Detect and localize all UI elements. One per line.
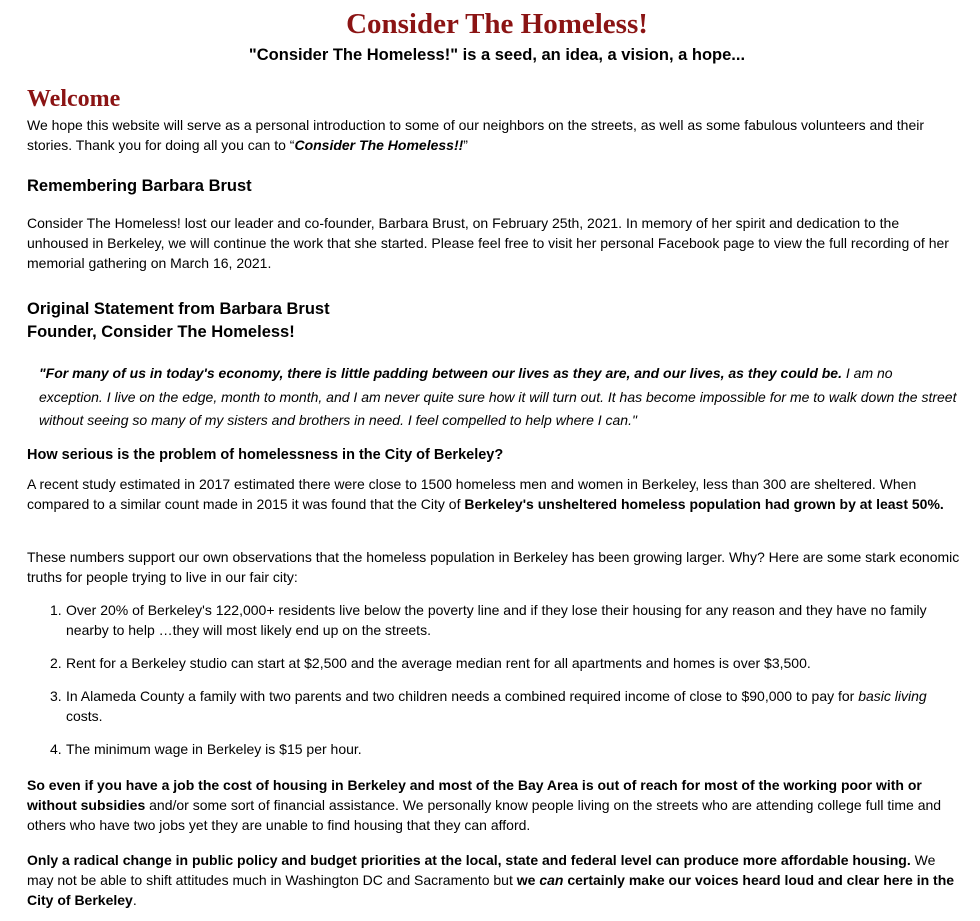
study-paragraph: [27, 474, 962, 514]
policy-bold-italic: can: [539, 872, 564, 888]
list-number: 2.: [50, 655, 62, 671]
list-item-text: In Alameda County a family with two parents and two children needs a combined required income of close to $90,000 to pay for: [66, 688, 859, 704]
list-item-text: The minimum wage in Berkeley is $15 per hour.: [66, 741, 362, 757]
site-tagline: "Consider The Homeless!" is a seed, an idea, a vision, a hope...: [248, 46, 746, 64]
list-item-text-end: costs.: [66, 708, 103, 724]
housing-cost-paragraph: [27, 775, 962, 835]
welcome-text-start: We hope this website will serve as a personal introduction to some of our neighbors on the streets, as well as some fabulous volunteers and their stories. Thank you for doing all you can to “: [27, 117, 925, 153]
list-item: [27, 600, 962, 640]
study-bold: Berkeley's unsheltered homeless population had grown by at least 50%.: [464, 496, 944, 512]
welcome-heading: Welcome: [27, 86, 121, 112]
list-number: 4.: [50, 741, 62, 757]
founder-quote-rest: I am no exception. I live on the edge, month to month, and I am never quite sure how it will turn out. It has become impossible for me to walk down the street without seeing so many of my sisters and brothers in need. I feel compelled to help where I can.": [39, 365, 957, 428]
list-item: [27, 739, 962, 759]
list-item-text: Over 20% of Berkeley's 122,000+ residents live below the poverty line and if they lose their housing for any reason and they have no family nearby to help …they will most likely end up on the streets.: [66, 602, 927, 638]
list-item: [27, 686, 962, 726]
policy-paragraph: [27, 850, 962, 910]
list-item: [27, 653, 962, 673]
welcome-emphasis: Consider The Homeless!!: [294, 137, 464, 153]
remembering-heading: Remembering Barbara Brust: [27, 177, 252, 195]
numbers-paragraph: These numbers support our own observations that the homeless population in Berkeley has been growing larger. Why? Here are some stark economic truths for people trying to live in our fair city:: [27, 549, 960, 585]
policy-bold-end: certainly make our voices heard loud and clear here in the City of Berkeley: [27, 872, 955, 908]
list-item-italic: basic living: [858, 688, 927, 704]
policy-period: .: [132, 892, 137, 908]
housing-cost-bold: So even if you have a job the cost of housing in Berkeley and most of the Bay Area is out of reach for most of the working poor with or without subsidies: [27, 777, 922, 813]
statement-heading-line2: Founder, Consider The Homeless!: [27, 323, 295, 341]
policy-bold-we: we: [516, 872, 540, 888]
policy-text: We may not be able to shift attitudes much in Washington DC and Sacramento but: [27, 852, 936, 888]
welcome-text-end: ”: [463, 137, 468, 153]
statement-heading-line1: Original Statement from Barbara Brust: [27, 300, 330, 318]
housing-cost-text: and/or some sort of financial assistance. We personally know people living on the streets who are attending college full time and others who have two jobs yet they are unable to find housing that they can afford.: [27, 797, 942, 833]
problem-heading: How serious is the problem of homelessness in the City of Berkeley?: [27, 447, 504, 463]
list-number: 1.: [50, 602, 62, 618]
list-number: 3.: [50, 688, 62, 704]
study-text: A recent study estimated in 2017 estimated there were close to 1500 homeless men and women in Berkeley, less than 300 are sheltered. When compared to a similar count made in 2015 it was found that the City of: [27, 476, 917, 512]
policy-bold: Only a radical change in public policy and budget priorities at the local, state and federal level can produce more affordable housing.: [27, 852, 911, 868]
remembering-paragraph: Consider The Homeless! lost our leader and co-founder, Barbara Brust, on February 25th, 2021. In memory of her spirit and dedication to the unhoused in Berkeley, we will continue the work that she started. Please feel free to visit her personal Facebook page to view the full recording of her memorial gathering on March 16, 2021.: [27, 215, 949, 271]
economic-truths-list: [27, 600, 962, 759]
welcome-paragraph: [27, 115, 962, 155]
list-item-text: Rent for a Berkeley studio can start at $2,500 and the average median rent for all apartments and homes is over $3,500.: [66, 655, 811, 671]
founder-quote-bold: "For many of us in today's economy, there is little padding between our lives as they are, and our lives, as they could be.: [39, 365, 842, 381]
site-title: Consider The Homeless!: [346, 8, 648, 40]
statement-heading: [27, 298, 330, 344]
founder-quote: [39, 362, 959, 433]
